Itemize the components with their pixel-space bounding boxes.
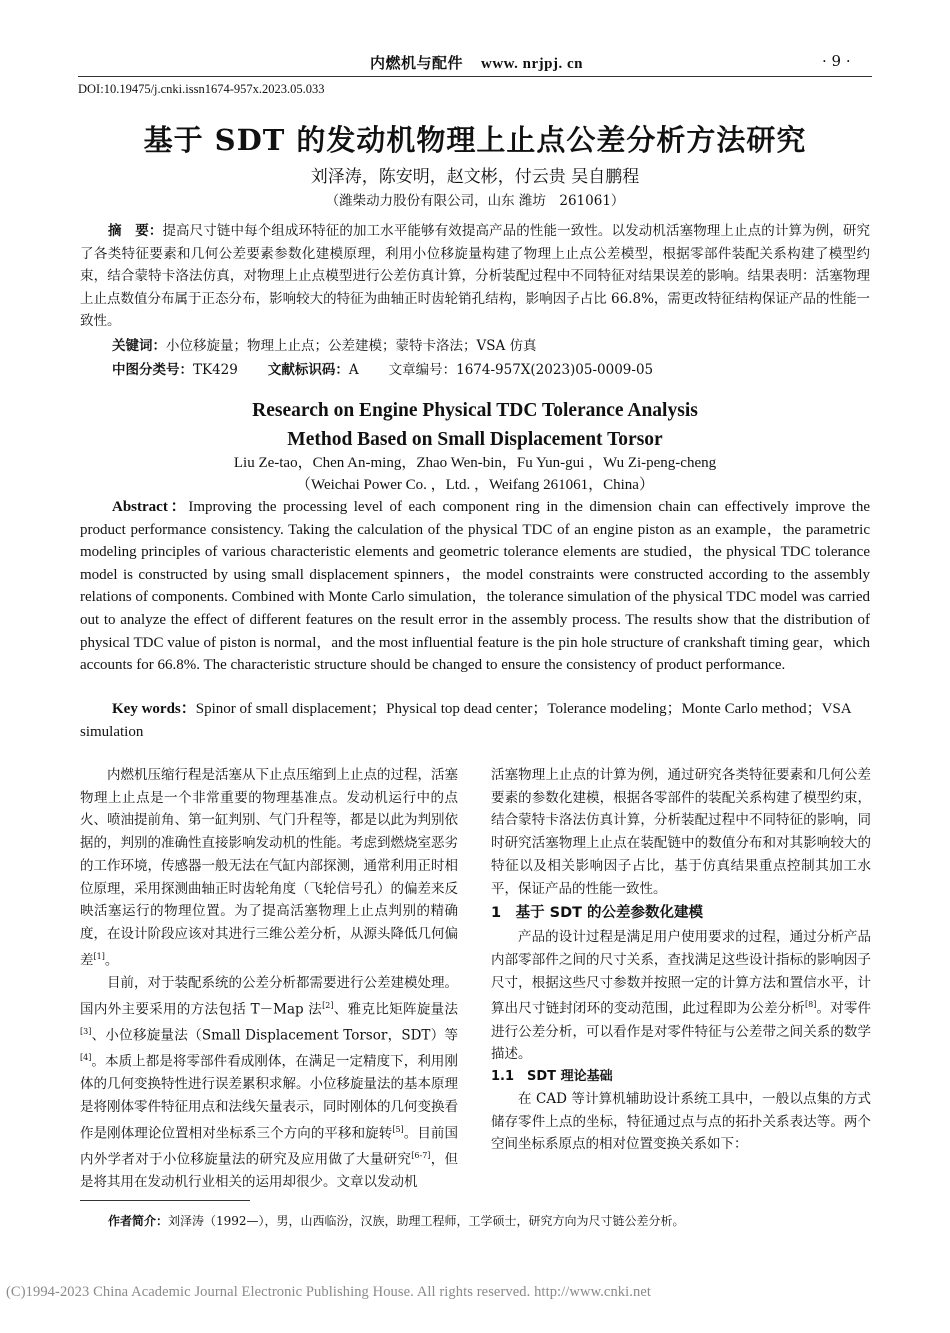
doi[interactable]: DOI:10.19475/j.cnki.issn1674-957x.2023.05.033 bbox=[78, 82, 325, 96]
title-en-line2: Method Based on Small Displacement Torsor bbox=[287, 429, 663, 450]
paragraph: 活塞物理上止点的计算为例，通过研究各类特征要素和几何公差要素的参数化建模，根据各零部件的装配关系构建了模型约束，结合蒙特卡洛法仿真计算，分析装配过程中不同特征的影响，同时研究活塞物理上止点在装配链中的数值分布和对其影响较大的特征以及相关影响因子占比，基于仿真结果重点控制其加工水平，保证产品的性能一致性。 bbox=[491, 767, 871, 897]
paragraph-text: 。本质上都是将零部件看成刚体，在满足一定精度下，利用刚体的几何变换特性进行误差累积求解。小位移旋量法的基本原理是将刚体零件特征用点和法线矢量表示，同时刚体的几何变换看作是刚体理论位置相对坐标系三个方向的平移和旋转 bbox=[80, 1053, 458, 1142]
paragraph-text: ，但是将其用在发动机行业相关的运用却很少。文章以发动机 bbox=[80, 1151, 459, 1190]
paragraph-text: 。对零件进行公差分析，可以看作是对零件特征与公差带之间关系的数学描述。 bbox=[491, 1000, 872, 1063]
authors-cn: 刘泽涛，陈安明，赵文彬，付云贵 吴自鹏程 bbox=[310, 167, 640, 187]
header-rule bbox=[78, 76, 872, 77]
subsection-heading: 1.1 SDT 理论基础 bbox=[491, 1068, 613, 1084]
abstract-en-text: Improving the processing level of each component ring in the dimension chain can effectively improve the product performance consistency. Taking the calculation of the physical TDC of an engine piston as an example，the parametric modeling principles of various characteristic elements and geometric tolerance elements are studied，the physical TDC tolerance model is constructed by using small displacement spinners，the model constraints were constructed according to the assembly relations of components. Combined with Monte Carlo simulation，the tolerance simulation of the physical TDC model was carried out to analyze the effect of different features on the result error in the assembly process. The results show that the distribution of physical TDC value of piston is normal，and the most influential feature is the pin hole structure of crankshaft timing gear，which accounts for 66.8%. The characteristic structure should be changed to ensure the consistency of product performance. bbox=[80, 499, 870, 674]
title-cn: 基于 SDT 的发动机物理上止点公差分析方法研究 bbox=[143, 123, 807, 157]
clc-value: TK429 bbox=[193, 362, 238, 378]
keywords-cn bbox=[112, 334, 537, 354]
paragraph: 内燃机压缩行程是活塞从下止点压缩到上止点的过程，活塞物理上止点是一个非常重要的物理基准点。发动机运行中的点火、喷油提前角、第一缸判别、气门升程等，都是以此为判别依据的，判别的准确性直接影响发动机的性能。考虑到燃烧室恶劣的工作环境，传感器一般无法在气缸内部探测，通常利用正时相位原理，采用探测曲轴正时齿轮角度（飞轮信号孔）的偏差来反映活塞运行的物理位置。为了提高活塞物理上止点判别的精确度，在设计阶段应该对其进行三维公差分析，从源头降低几何偏差[1]。 bbox=[80, 767, 458, 969]
citation[interactable]: [3] bbox=[80, 1026, 92, 1036]
paragraph-text: 目前，对于装配系统的公差分析都需要进行公差建模处理。国内外主要采用的方法包括 T－Map 法 bbox=[80, 974, 458, 1018]
keywords-en bbox=[80, 698, 870, 743]
footnote-text: 刘泽涛（1992—），男，山西临汾，汉族，助理工程师，工学硕士，研究方向为尺寸链公差分析。 bbox=[168, 1214, 685, 1228]
citation[interactable]: [5] bbox=[392, 1124, 404, 1134]
running-header bbox=[370, 52, 583, 73]
citation[interactable]: [6-7] bbox=[411, 1150, 431, 1160]
paragraph-text: 内燃机压缩行程是活塞从下止点压缩到上止点的过程，活塞物理上止点是一个非常重要的物理基准点。发动机运行中的点火、喷油提前角、第一缸判别、气门升程等，都是以此为判别依据的，判别的准确性直接影响发动机的性能。考虑到燃烧室恶劣的工作环境，传感器一般无法在气缸内部探测，通常利用正时相位原理，采用探测曲轴正时齿轮角度（飞轮信号孔）的偏差来反映活塞运行的物理位置。为了提高活塞物理上止点判别的精确度，在设计阶段应该对其进行三维公差分析，从源头降低几何偏差 bbox=[80, 767, 458, 969]
section-heading: 1 基于 SDT 的公差参数化建模 bbox=[491, 905, 704, 922]
abstract-cn-label: 摘 要： bbox=[108, 223, 163, 239]
footnote-rule bbox=[80, 1200, 250, 1201]
page-number: · 9 · bbox=[822, 52, 851, 70]
paragraph-text: 产品的设计过程是满足用户使用要求的过程，通过分析产品内部零部件之间的尺寸关系，查找满足这些设计指标的影响因子尺寸，根据这些尺寸参数并按照一定的计算方法和置信水平，计算出尺寸链封闭环的变动范围，此过程即为公差分析 bbox=[491, 929, 871, 1017]
clc-label: 中图分类号： bbox=[112, 362, 193, 378]
paragraph: 在 CAD 等计算机辅助设计系统工具中，一般以点集的方式储存零件上点的坐标，特征通过点与点的拓扑关系表达等。两个空间坐标系原点的相对位置变换关系如下： bbox=[491, 1090, 871, 1153]
abstract-en bbox=[80, 496, 870, 677]
citation[interactable]: [2] bbox=[322, 1000, 334, 1010]
body-left-column bbox=[80, 764, 458, 1194]
citation[interactable]: [1] bbox=[93, 951, 105, 961]
classification-row bbox=[112, 358, 653, 378]
paragraph-text: 、小位移旋量法（Small Displacement Torsor，SDT）等 bbox=[91, 1027, 458, 1044]
keywords-cn-label: 关键词： bbox=[112, 338, 166, 354]
article-no-value: 1674-957X(2023)05-0009-05 bbox=[456, 362, 654, 378]
keywords-en-label: Key words： bbox=[112, 701, 196, 717]
keywords-en-text: Spinor of small displacement；Physical top dead center；Tolerance modeling；Monte Carlo method；VSA simulation bbox=[80, 701, 851, 740]
paragraph bbox=[80, 972, 458, 1194]
journal-name: 内燃机与配件 bbox=[370, 54, 464, 72]
footnote-label: 作者简介： bbox=[108, 1214, 169, 1228]
citation[interactable]: [4] bbox=[80, 1052, 92, 1062]
affiliation-en: （Weichai Power Co. ，Ltd. ，Weifang 261061，China） bbox=[296, 477, 654, 493]
article-no-label: 文章编号： bbox=[388, 362, 457, 378]
paragraph-text: 。目前国内外学者对于小位移旋量法的研究及应用做了大量研究 bbox=[80, 1125, 459, 1168]
abstract-en-label: Abstract： bbox=[112, 499, 189, 515]
citation[interactable]: [8] bbox=[805, 1000, 817, 1010]
author-footnote bbox=[108, 1212, 685, 1229]
abstract-cn bbox=[80, 220, 870, 333]
title-en-line1: Research on Engine Physical TDC Tolerance Analysis bbox=[252, 400, 698, 421]
copyright-watermark: (C)1994-2023 China Academic Journal Electronic Publishing House. All rights reserved. http://www.cnki.net bbox=[6, 1284, 652, 1300]
paragraph bbox=[491, 926, 871, 1066]
journal-url[interactable]: www. nrjpj. cn bbox=[481, 56, 584, 72]
affiliation-cn: （潍柴动力股份有限公司，山东 潍坊 261061） bbox=[325, 193, 625, 209]
title-en bbox=[0, 396, 950, 454]
authors-en: Liu Ze-tao，Chen An-ming，Zhao Wen-bin，Fu Yun-gui ，Wu Zi-peng-cheng bbox=[233, 455, 717, 471]
doc-code-label: 文献标识码： bbox=[267, 362, 349, 378]
keywords-cn-text: 小位移旋量；物理上止点；公差建模；蒙特卡洛法；VSA 仿真 bbox=[166, 338, 537, 354]
body-right-column bbox=[491, 764, 871, 1156]
abstract-cn-text: 提高尺寸链中每个组成环特征的加工水平能够有效提高产品的性能一致性。以发动机活塞物理上止点的计算为例，研究了各类特征要素和几何公差要素参数化建模原理，利用小位移旋量构建了物理上止点公差模型，根据零部件装配关系构建了模型约束，结合蒙特卡洛法仿真，对物理上止点模型进行公差仿真计算，分析装配过程中不同特征对结果误差的影响。结果表明：活塞物理上止点数值分布属于正态分布，影响较大的特征为曲轴正时齿轮销孔结构，影响因子占比 66.8%，需更改特征结构保证产品的性能一致性。 bbox=[80, 223, 870, 330]
paragraph-text: 、雅克比矩阵旋量法 bbox=[333, 1001, 459, 1018]
doc-code-value: A bbox=[348, 362, 359, 378]
